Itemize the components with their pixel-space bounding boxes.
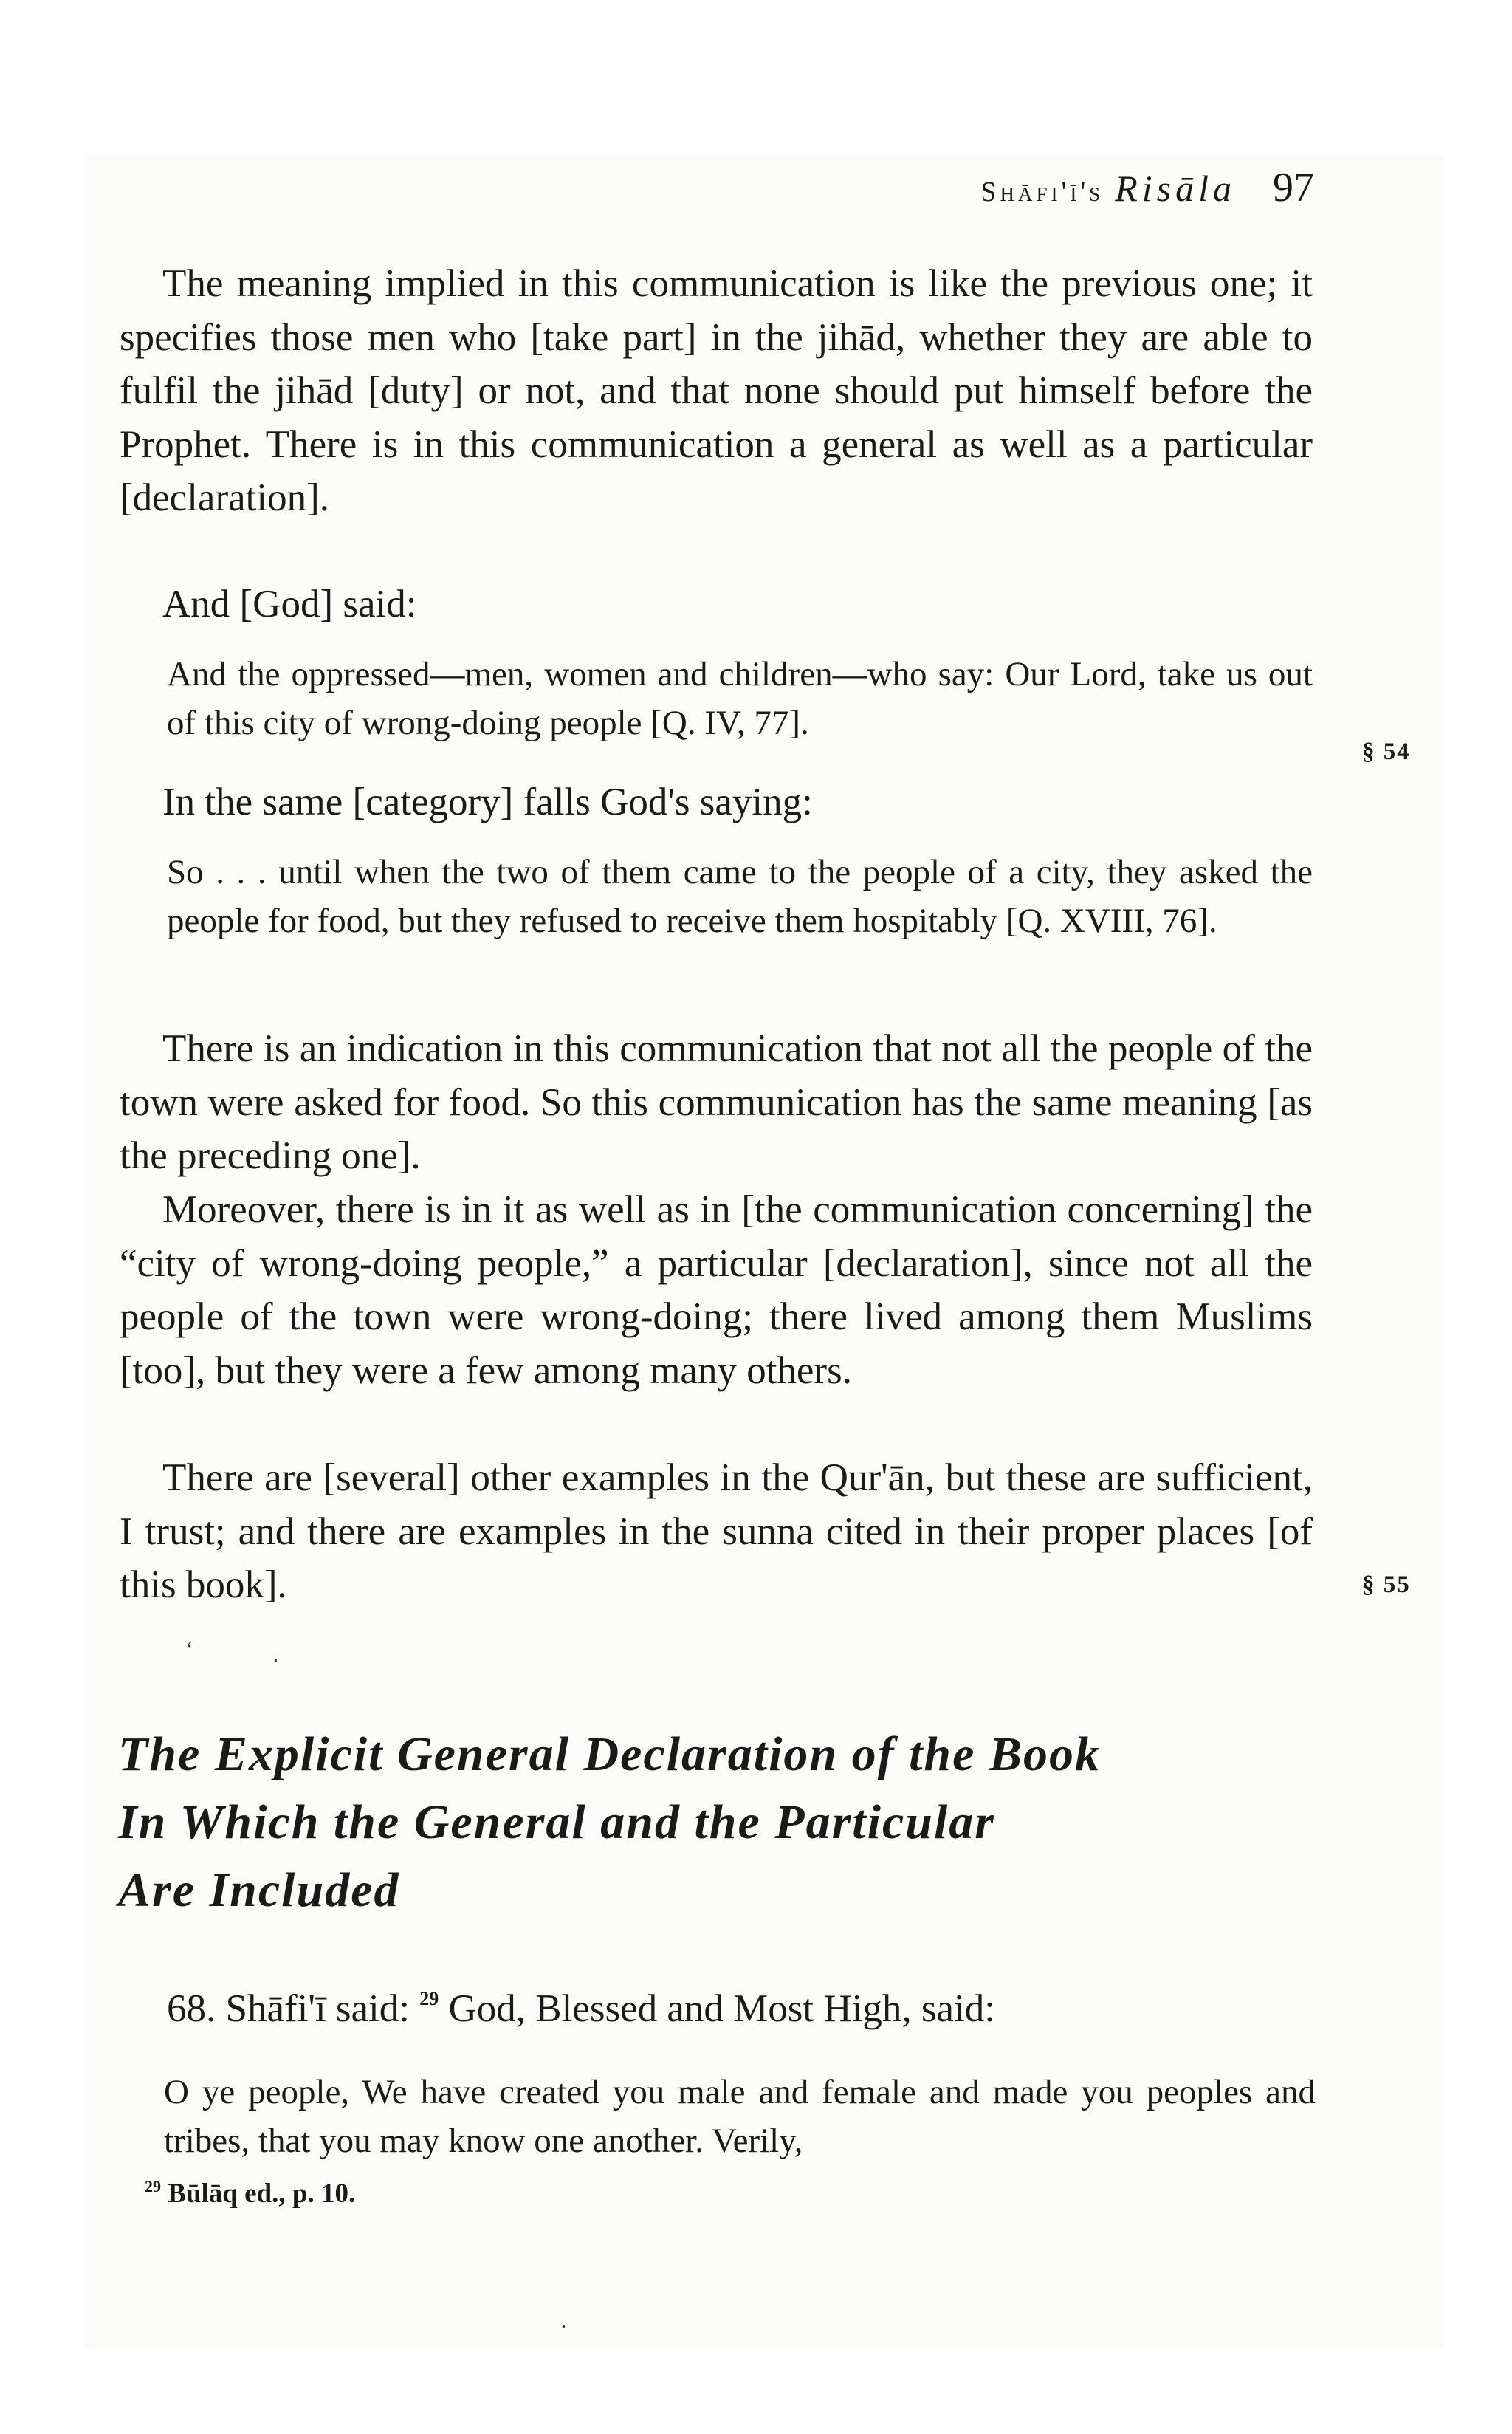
paragraph-lead: 68. Shāfi'ī said: [167,1987,410,2030]
paragraph: The meaning implied in this communication is like the previous one; it specifies those men who [take part] in the jihād, whether they are able to fulfil the jihād [duty] or not, and that none should put himself before the Prophet. There is in this communication a general as well as a particular [declaration]. [120,262,1313,519]
paragraph: In the same [category] falls God's saying: [162,781,813,823]
running-head-book: Risāla [1115,168,1236,209]
margin-section-number: § 55 [1362,1571,1411,1598]
margin-section-number: § 54 [1362,738,1411,765]
section-heading [118,1721,1101,1924]
paragraph: And [God] said: [162,583,417,625]
scan-speck: . [561,2310,566,2333]
running-head-title [980,167,1236,210]
numbered-paragraph [167,1986,995,2031]
paragraph-text: God, Blessed and Most High, said: [439,1987,995,2030]
footnote-text: Būlāq ed., p. 10. [161,2178,356,2209]
quotation: And the oppressed—men, women and children—who say: Our Lord, take us out of this city of wrong-doing people [Q. IV, 77]. [167,655,1313,742]
section-heading-line: In Which the General and the Particular [118,1795,995,1849]
page-number: 97 [1273,165,1314,210]
section-heading-line: Are Included [118,1863,400,1917]
paragraph: There are [several] other examples in the Qur'ān, but these are sufficient, I trust; and there are examples in the sunna cited in their proper places [of this book]. [120,1456,1313,1606]
footnote [145,2177,355,2210]
running-head [980,164,1314,211]
paragraph: Moreover, there is in it as well as in [the communication concerning] the “city of wrong-doing people,” a particular [declaration], since not all the people of the town were wrong-doing; there lived among them Muslims [too], but they were a few among many others. [120,1188,1313,1392]
running-head-author: Shāfi'ī's [980,176,1104,208]
paragraph: There is an indication in this communication that not all the people of the town were asked for food. So this communication has the same meaning [as the preceding one]. [120,1027,1313,1177]
footnote-reference: 29 [419,1988,439,2009]
footnote-marker: 29 [145,2177,161,2195]
section-heading-line: The Explicit General Declaration of the Book [118,1727,1101,1781]
scan-speck: . [273,1644,278,1667]
quotation: So . . . until when the two of them came to the people of a city, they asked the people for food, but they refused to receive them hospitably [Q. XVIII, 76]. [167,853,1313,940]
scan-speck: ‘ [186,1638,193,1661]
quotation: O ye people, We have created you male and female and made you peoples and tribes, that you may know one another. Verily, [164,2073,1316,2160]
